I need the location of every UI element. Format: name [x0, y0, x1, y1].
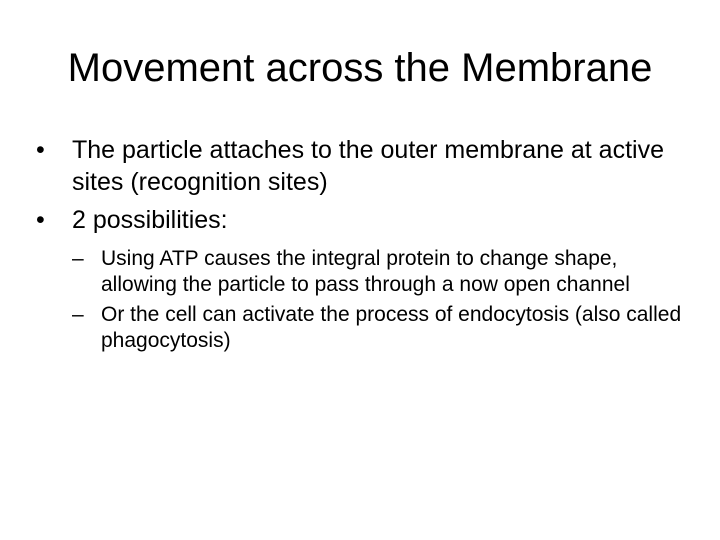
slide-body: [36, 134, 696, 358]
bullet-item: [36, 204, 696, 236]
bullet-text: The particle attaches to the outer membrane at active sites (recognition sites): [72, 136, 664, 196]
sub-bullet-text: Or the cell can activate the process of endocytosis (also called phagocytosis): [101, 303, 682, 352]
bullet-marker: •: [36, 136, 45, 164]
sub-bullet-text: Using ATP causes the integral protein to change shape, allowing the particle to pass through a now open channel: [101, 247, 630, 296]
bullet-text: 2 possibilities:: [72, 206, 228, 234]
sub-bullet-item: [72, 246, 696, 298]
slide-title: Movement across the Membrane: [67, 46, 653, 90]
sub-bullet-marker: –: [72, 247, 84, 270]
bullet-item: [36, 134, 696, 198]
sub-bullet-item: [72, 302, 696, 354]
sub-bullet-marker: –: [72, 303, 84, 326]
bullet-marker: •: [36, 206, 45, 234]
sub-bullet-list: [36, 246, 696, 354]
